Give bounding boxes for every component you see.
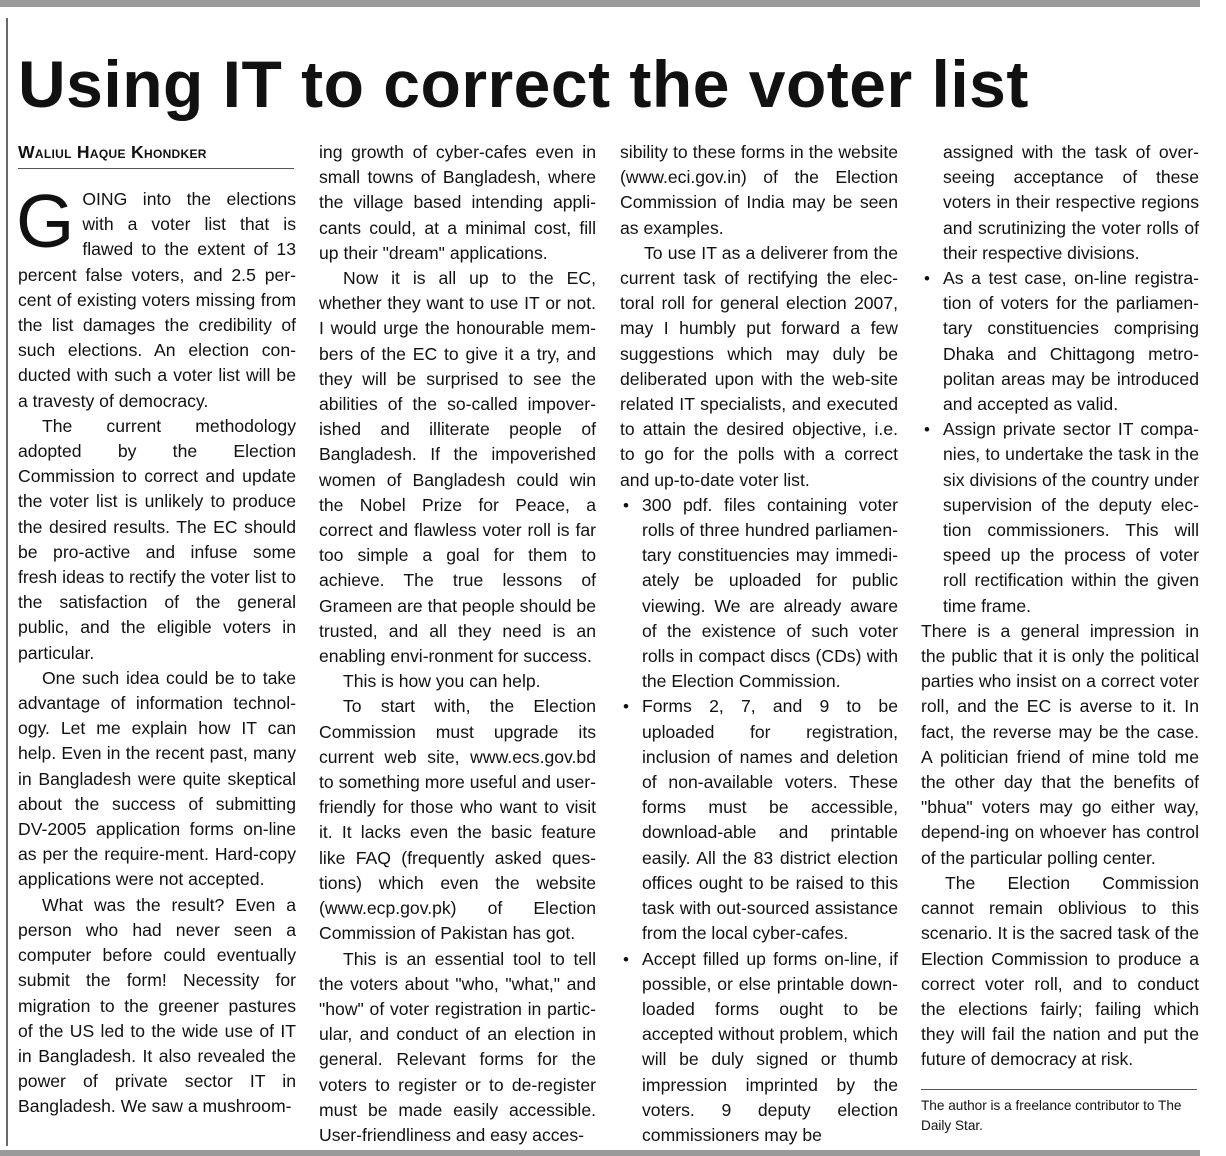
note-rule [921,1089,1197,1090]
list-item: • Accept filled up forms on-line, if possible, or else printable down-loaded forms ought to be accepted without problem, which will be duly signed or thumb impression imprinted by the voters. 9 deputy election commissioners may be [620,947,898,1149]
author-note: The author is a freelance contributor to The Daily Star. [921,1097,1182,1133]
paragraph: sibility to these forms in the website (www.eci.gov.in) of the Election Commission of India may be seen as examples. [620,142,898,238]
paragraph: One such idea could be to take advantage of information technol-ogy. Let me explain how IT can help. Even in the recent past, many in Bangladesh were quite skeptical about the success of submitting DV-2005 application forms on-line as per the require-ment. Hard-copy applications were not accepted. [18,667,296,890]
paragraph: ing growth of cyber-cafes even in small towns of Bangladesh, where the village based intending appli-cants could, at a minimal cost, fill up their "dream" applications. [319,142,596,263]
byline-rule [18,168,294,169]
byline: Waliul Haque Khondker [18,142,207,162]
paragraph [16,179,296,414]
paragraph: There is a general impression in the public that it is only the political parties who insist on a correct voter roll, and the EC is averse to it. In fact, the reverse may be the case. A politician friend of mine told me the other day that the benefits of "bhua" voters may go either way, depend-ing on whoever has control of the particular polling center. [921,620,1199,868]
top-rule [0,0,1200,7]
suggestion-list [620,493,898,1148]
left-rule [6,18,8,1146]
list-item-continued: assigned with the task of over-seeing acceptance of these voters in their respective regions and scrutinizing the voter rolls of their respective divisions. [943,142,1199,263]
list-item: • As a test case, on-line registra-tion of voters for the parliamen-tary constituencies comprising Dhaka and Chittagong metro-politan areas may be introduced and accepted as valid. [921,266,1199,417]
list-item: • Forms 2, 7, and 9 to be uploaded for registration, inclusion of names and deletion of non-available voters. These forms must be accessible, download-able and printable easily. All the 83 district election offices ought to be raised to this task with out-sourced assistance from the local cyber-cafes. [620,694,898,946]
bottom-rule [0,1150,1200,1156]
paragraph: This is how you can help. [343,671,541,692]
list-item: • Assign private sector IT compa-nies, to undertake the task in the six divisions of the country under supervision of the deputy elec-tion commissioners. This will speed up the process of voter roll rectification within the given time frame. [921,417,1199,619]
column-1 [18,140,296,1120]
paragraph: The current methodology adopted by the Election Commission to correct and update the voter list is unlikely to produce the desired results. The EC should be pro-active and infuse some fresh ideas to rectify the voter list to the satisfaction of the general public, and the eligible voters in particular. [18,415,296,663]
paragraph-text: OING into the elections with a voter list that is flawed to the extent of 13 percent false voters, and 2.5 per-cent of existing voters missing from the list damages the credibility of such elections. An election con-ducted with such a voter list will be a travesty of democracy. [18,189,296,411]
headline: Using IT to correct the voter list [18,47,1029,121]
list-item: • 300 pdf. files containing voter rolls of three hundred parliamen-tary constituencies may immedi-ately be uploaded for public viewing. We are already aware of the existence of such voter rolls in compact discs (CDs) with the Election Commission. [620,493,898,695]
suggestion-list-continued [921,140,1199,619]
column-3 [620,140,898,1148]
drop-cap: G [16,179,75,263]
paragraph: What was the result? Even a person who had never seen a computer before could eventually submit the form! Necessity for migration to the greener pastures of the US led to the wide use of IT in Bangladesh. It also revealed the power of private sector IT in Bangladesh. We saw a mushroom- [18,894,296,1117]
paragraph: To use IT as a deliverer from the current task of rectifying the elec-toral roll for general election 2007, may I humbly put forward a few suggestions which may duly be deliberated upon with the web-site related IT specialists, and executed to attain the desired objective, i.e. to go for the polls with a correct and up-to-date voter list. [620,242,898,490]
paragraph: To start with, the Election Commission must upgrade its current web site, www.ecs.gov.bd to something more useful and user-friendly for those who want to visit it. It lacks even the basic feature like FAQ (frequently asked ques-tions) which even the website (www.ecp.gov.pk) of Election Commission of Pakistan has got. [319,696,596,944]
paragraph: This is an essential tool to tell the voters about "who, "what," and "how" of voter registration in partic-ular, and conduct of an election in general. Relevant forms for the voters to register or to de-register must be made easily accessible. User-friendliness and easy acces- [319,948,596,1145]
column-2 [319,140,596,1148]
paragraph: Now it is all up to the EC, whether they want to use IT or not. I would urge the honourable mem-bers of the EC to give it a try, and they will be surprised to see the abilities of the so-called impover-ished and illiterate people of Bangladesh. If the impoverished women of Bangladesh could win the Nobel Prize for Peace, a correct and flawless voter roll is far too simple a goal for them to achieve. The true lessons of Grameen are that people should be trusted, and all they need is an enabling envi-ronment for success. [319,268,596,667]
column-4 [921,140,1199,1136]
paragraph: The Election Commission cannot remain oblivious to this scenario. It is the sacred task of the Election Commission to produce a correct voter roll, and to conduct the elections fairly; failing which they will fail the nation and put the future of democracy at risk. [921,872,1199,1070]
